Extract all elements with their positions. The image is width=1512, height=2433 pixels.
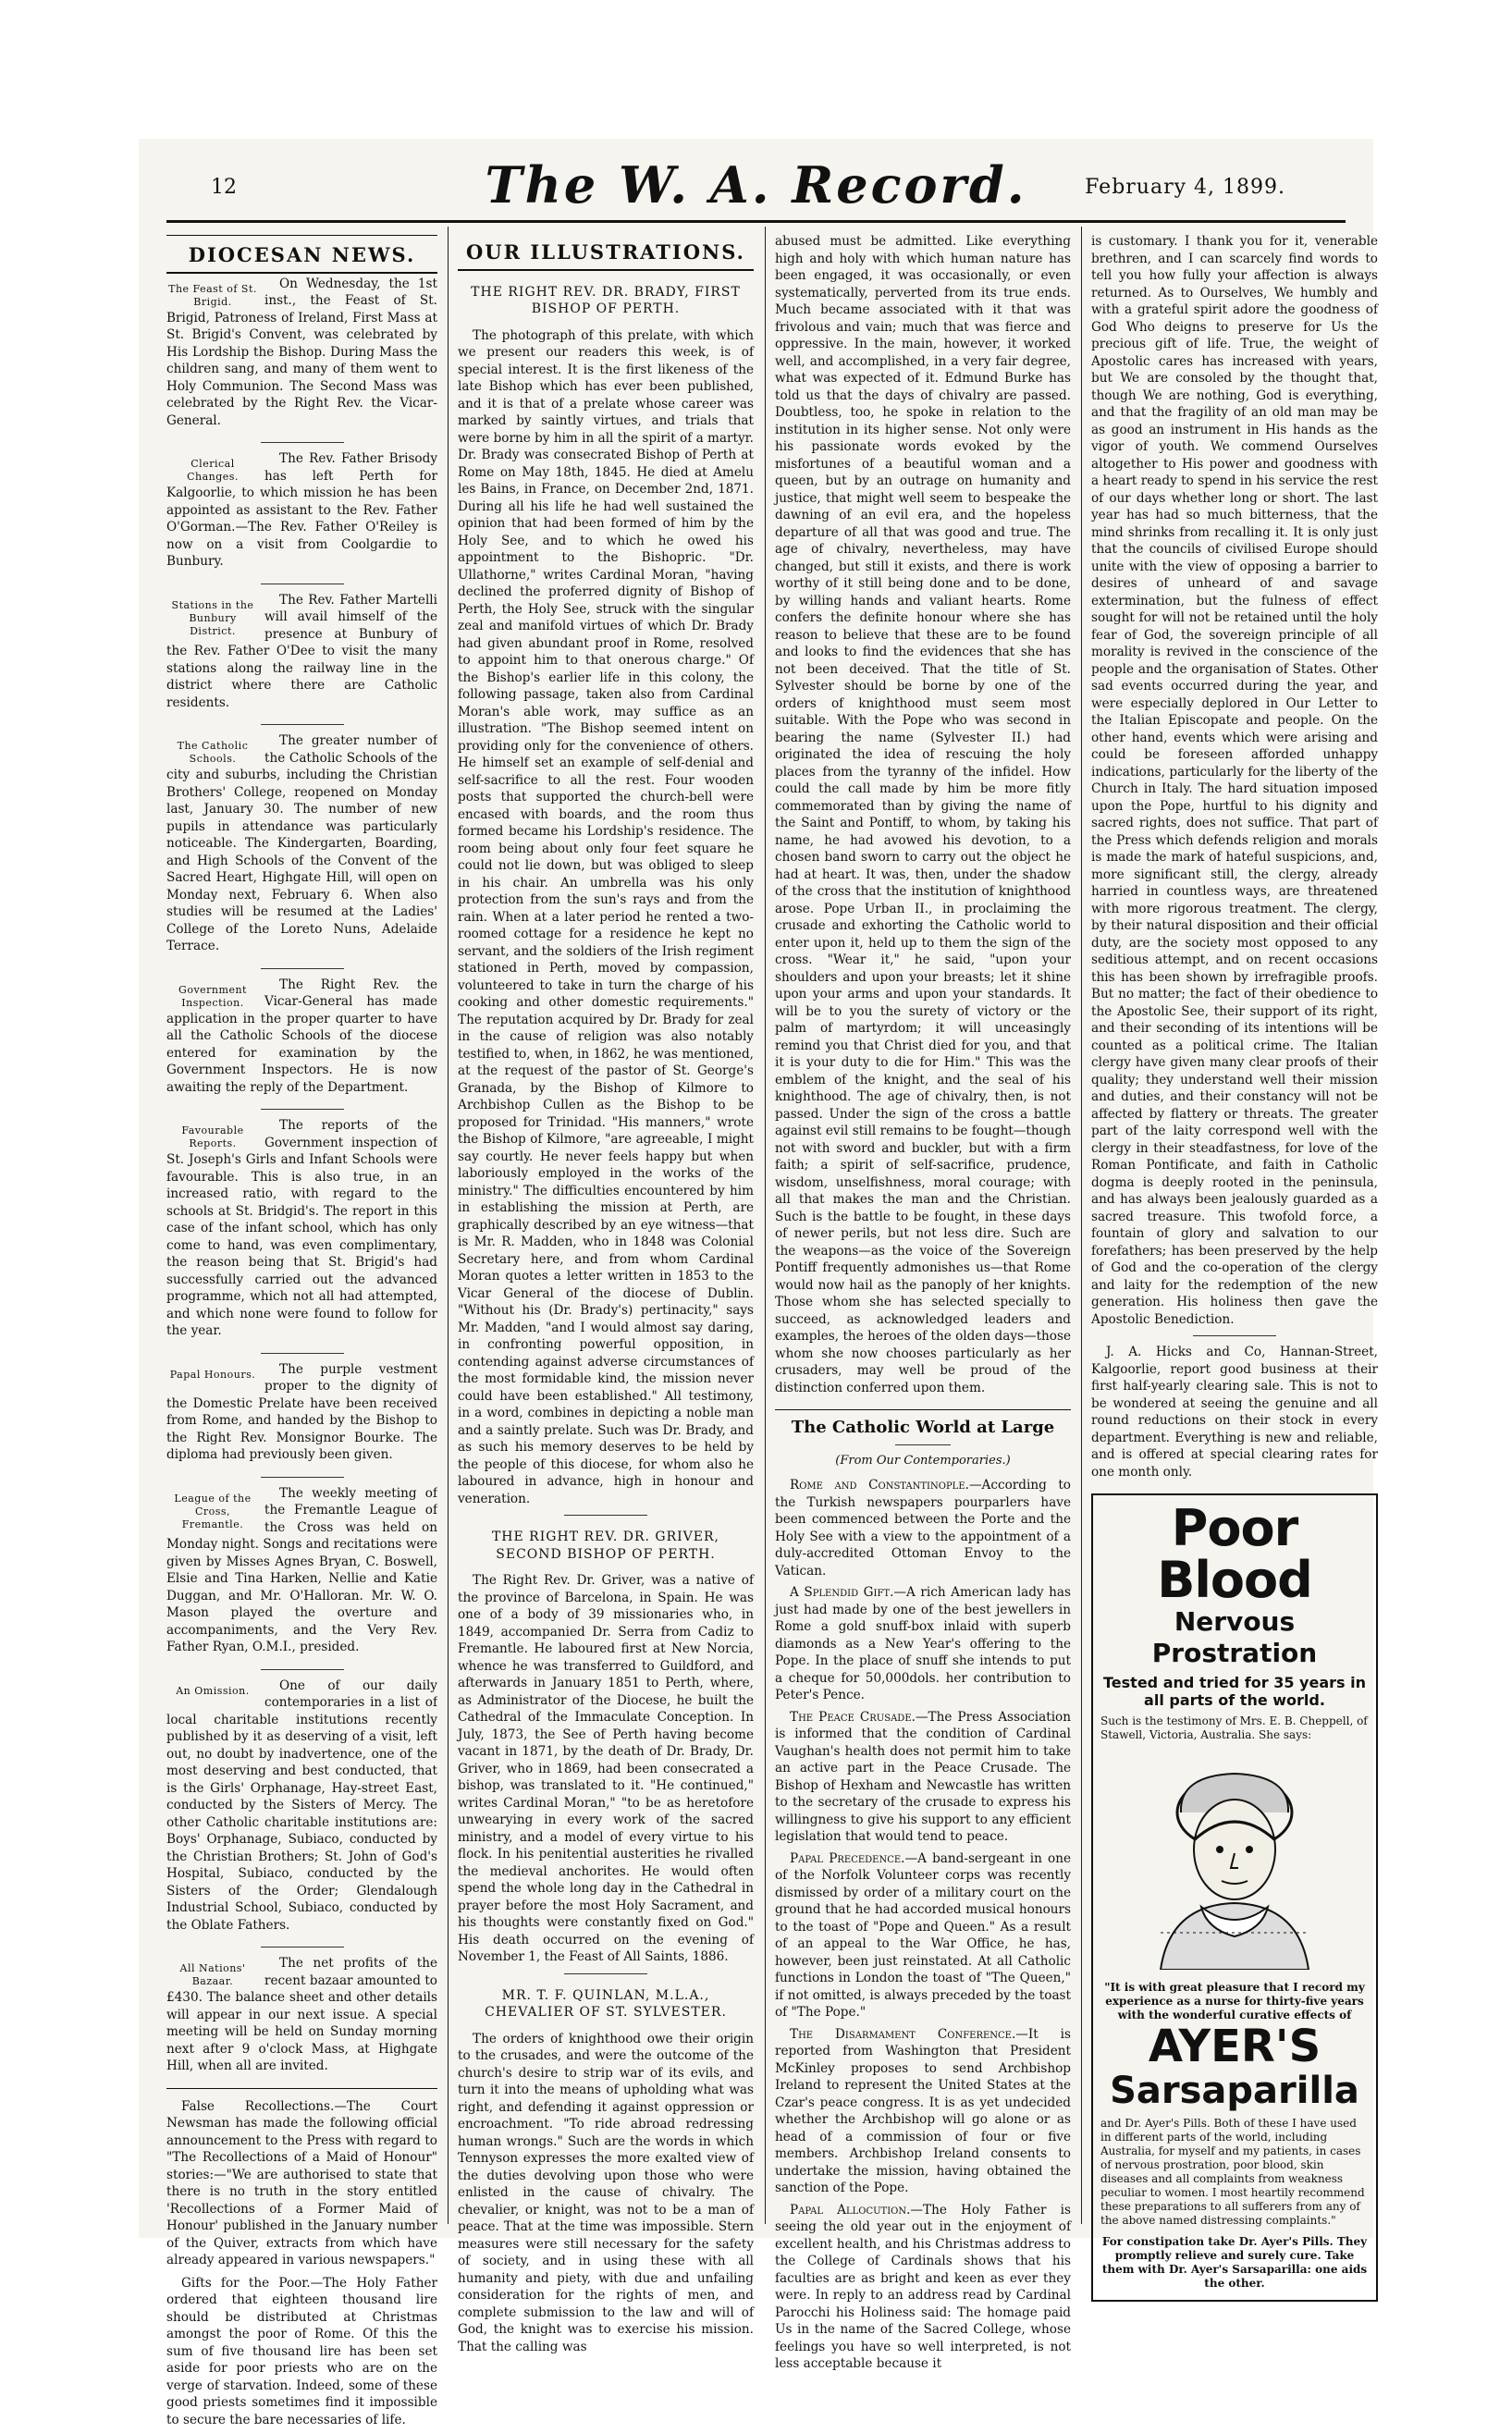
section-rule [775,1409,1071,1410]
masthead-rule [166,220,1346,223]
paragraph-lead: Papal Precedence. [790,1850,905,1866]
item-text: The weekly meeting of the Fremantle League of the Cross was held on Monday night. Songs and recitations were given by Misses Agnes Bryan, C. Boswell, Elsie and Tina Harken, Nellie and Katie Duggan, and Mr. O'Halloran. Mr. W. O. Mason played the overture and accompaniments, and the Very Rev. Father Ryan, O.M.I., presided. [166,1485,437,1654]
catholic-world-subheading: (From Our Contemporaries.) [835,1453,1011,1468]
paragraph-text: —A rich American lady has just had made by one of the best jewellers in Rome a gold snuff-box inlaid with superb diamonds as a New Year's offering to the Pope. In the place of snuff she intends to put a cheque for 50,000dols. her contribution to Peter's Pence. [775,1585,1071,1702]
news-paragraph [775,1709,1071,1846]
gifts-for-poor-paragraph: Gifts for the Poor.—The Holy Father ordered that eighteen thousand lire should be distributed at Christmas amongst the poor of Rome. Of this the sum of five thousand lire has been set aside for poor priests who are on the verge of starvation. Indeed, some of these good priests sometimes find it impossible to secure the bare necessaries of life. [166,2275,437,2427]
item-text: The Rev. Father Brisody has left Perth for Kalgoorlie, to which mission he has been appointed as assistant to the Rev. Father O'Gorman.—The Rev. Father O'Reiley is now on a visit from Coolgardie to Bunbury. [166,451,437,569]
allocution-continuation: is customary. I thank you for it, venerable brethren, and I can scarcely find words to tell you how fully your affection is always returned. As to Ourselves, We humbly and with a grateful spirit adore the goodness of God Who deigns to preserve for Us the precious gift of life. True, the weight of Apostolic cares has increased with years, but We are consoled by the thought that, though We are nothing, God is everything, and that the fragility of an old man may be as good an instrument in His hands as the vigor of youth. We commend Ourselves altogether to His power and goodness with a heart ready to spend in his service the rest of our days whether long or short. The last year has had so much bitterness, that the mind shrinks from recalling it. It is only just that the councils of civilised Europe should unite with the view of opposing a barrier to desires of unheard of and savage extermination, but the fulness of effect sought for will not be retained until the holy fear of God, the sovereign principle of all morality is revived in the conscience of the people and the organisation of States. Other sad events occurred during the year, and were especially deplored in Our Letter to the Italian Episcopate and people. On the other hand, events which were arising and could be foreseen afforded unhappy indications, particularly for the liberty of the Church in Italy. The hard situation imposed upon the Pope, hurtful to his dignity and sacred rights, does not suffice. That part of the Press which defends religion and morals is made the mark of hateful suspicions, and, more significant still, the clergy, already harried in countless ways, are threatened with more rigorous treatment. The clergy, by their natural disposition and their official duty, are the society most opposed to any seditious attempt, and on recent occasions this has been shown by irrefragible proofs. But no matter; the fact of their obedience to the Apostolic See, their support of its right, and their seconding of its intentions will be counted as a political crime. The Italian clergy have given many clear proofs of their quality; they understand well their mission and duties, and their constancy will not be affected by flattery or threats. The greater part of the laity correspond well with the clergy in their steadfastness, for love of the Roman Pontificate, and faith in Catholic dogma is deeply rooted in the peninsula, and has always been jealously guarded as a sacred treasure. This twofold force, a fountain of glory and salvation to our forefathers; has been preserved by the help of God and the co-operation of the clergy and laity for the redemption of the new generation. His holiness then gave the Apostolic Benediction. [1091,234,1378,1327]
page-number: 12 [211,176,237,199]
ad-body-text: and Dr. Ayer's Pills. Both of these I have used in different parts of the world, including Australia, for myself and my patients, in cases of nervous prostration, poor blood, skin diseases and all complaints from weakness peculiar to women. I most heartily recommend these preparations to all sufferers from any of the above named distressing complaints." [1100,2116,1365,2227]
newspaper-page [139,139,1378,2427]
ad-tagline: Tested and tried for 35 years in all parts of the world. [1103,1674,1366,1709]
news-item [166,1677,437,1939]
heading-rule [166,272,437,274]
side-heading: Papal Honours. [169,1368,256,1381]
side-heading: Favourable Reports. [181,1124,244,1149]
article-separator [564,1515,647,1516]
item-text: The net profits of the recent bazaar amounted to £430. The balance sheet and other details will appear in our next issue. A special meeting will be held on Sunday morning next after 9 o'clock Mass, at Highgate Hill, when all are invited. [166,1956,437,2073]
news-item [166,592,437,717]
news-item [166,977,437,1101]
side-heading: The Catholic Schools. [177,740,249,765]
masthead [139,155,1373,215]
ad-brand-ayers: AYER'S [1148,2020,1321,2072]
item-separator [261,724,344,725]
paragraph-text: —According to the Turkish newspapers pourparlers have been commenced between the Porte and the Holy See with a view to the appointment of a duly-accredited Ottoman Envoy to the Vatican. [775,1478,1071,1579]
ad-intro: Such is the testimony of Mrs. E. B. Cheppell, of Stawell, Victoria, Australia. She says: [1100,1714,1368,1741]
brady-article: The photograph of this prelate, with which we present our readers this week, is of special interest. It is the first likeness of the late Bishop which has ever been published, and it is that of a prelate whose career was marked by saintly virtues, and trials that were borne by him in all the spirit of a martyr. Dr. Brady was consecrated Bishop of Perth at Rome on May 18th, 1845. He died at Amelu les Bains, in France, on December 2nd, 1871. During all his life he had well sustained the opinion that had been formed of him by the Holy See, and to which he owed his appointment to the Bishopric. "Dr. Ullathorne," writes Cardinal Moran, "having declined the proferred dignity of Bishop of Perth, the Holy See, struck with the singular zeal and manifold virtues of which Dr. Brady had given abundant proof in Rome, resolved to appoint him to that onerous charge." Of the Bishop's earlier life in this colony, the following passage, taken also from Cardinal Moran's able work, may suffice as an illustration. "The Bishop seemed intent on providing only for the convenience of others. He himself set an example of self-denial and self-sacrifice to all the rest. Four wooden posts that supported the church-bell were encased with boards, and the room thus formed became his Lordship's residence. The room being about only four feet square he could not lie down, but was obliged to sleep in his chair. An umbrella was his only protection from the sun's rays and from the rain. When at a later period he rented a two-roomed cottage for a residence he kept no servant, and the soldiers of the Irish regiment stationed in Perth, moved by compassion, volunteered to take in turn the charge of his cooking and other domestic requirements." The reputation acquired by Dr. Brady for zeal in the cause of religion was also notably testified to, when, in 1862, he was mentioned, at the request of the pastor of St. George's Granada, by the Bishop of Kilmore to Archbishop Cullen as the Bishop to be proposed for Trinidad. "His manners," wrote the Bishop of Kilmore, "are agreeable, I might say courtly. He never feels happy but when laboriously employed in the works of the ministry." The difficulties encountered by him in establishing the mission at Perth, are graphically described by an eye witness—that is Mr. R. Madden, who in 1848 was Colonial Secretary here, and from whom Cardinal Moran quotes a letter written in 1853 to the Vicar General of the diocese of Dublin. "Without his (Dr. Brady's) pertinacity," says Mr. Madden, "and I would almost say daring, in confronting powerful opposition, in contending against adverse circumstances of the most formidable kind, the mission never could have been established." All testimony, in a word, combines in depicting a noble man and a saintly prelate. Such was Dr. Brady, and as such his memory deserves to be held by the people of this diocese, for whom also he laboured in advance, high in honour and veneration. [458,327,754,1506]
paragraph-lead: Papal Allocution. [790,2202,911,2218]
news-item [166,450,437,575]
quinlan-article: The orders of knighthood owe their origin to the crusades, and were the outcome of the church's desire to strip war of its evils, and turn it into the means of upholding what was right, and defending it against oppression or encroachment. "To ride abroad redressing human wrongs." Such are the words in which Tennyson expresses the more exalted view of the duties devolving upon those who were enlisted in the cause of chivalry. The chevalier, or knight, was not to be a man of peace. That at the time was impossible. Stern measures were still necessary for the safety of society, and in using these with all humanity and piety, with due and unfailing consideration for the rights of men, and complete submission to the law and will of God, the knight was to exercise his mission. That the calling was [458,2031,754,2354]
side-heading: Stations in the Bunbury District. [171,598,254,637]
section-heading-illustrations: OUR ILLUSTRATIONS. [466,240,745,264]
brady-heading: THE RIGHT REV. DR. BRADY, FIRST BISHOP OF PERTH. [471,284,741,316]
heading-rule [166,235,437,236]
ayers-advertisement [1091,1493,1378,2302]
item-text: The greater number of the Catholic Schools of the city and suburbs, including the Christian Brothers' College, reopened on Monday last, January 30. The number of new pupils in attendance was particularly noticeable. The Kindergarten, Boarding, and High Schools of the Convent of the Sacred Heart, Highgate Hill, will open on Monday next, February 6. When also studies will be resumed at the Ladies' College of the Loreto Nuns, Adelaide Terrace. [166,733,437,953]
section-rule [166,2088,437,2089]
item-separator [261,1109,344,1110]
news-paragraph [775,2202,1071,2373]
side-heading: All Nations' Bazaar. [179,1962,246,1987]
griver-heading: THE RIGHT REV. DR. GRIVER, SECOND BISHOP OF PERTH. [491,1530,720,1562]
news-item [166,1361,437,1468]
paragraph-text: —It is reported from Washington that President McKinley proposes to send Archbishop Ireland to represent the United States at the Czar's peace congress. It is as yet undecided whether the Archbishop will go alone or as head of a commission of four or five members. Archbishop Ireland consents to undertake the mission, having obtained the sanction of the Pope. [775,2026,1071,2195]
item-separator [261,1353,344,1354]
column-divider [1081,227,1082,2224]
hicks-notice: J. A. Hicks and Co, Hannan-Street, Kalgoorlie, report good business at their first half-yearly clearing sale. This is not to be wondered at seeing the genuine and all round reductions on their stock in every department. Everything is new and reliable, and is offered at special clearing rates for one month only. [1091,1345,1378,1480]
heading-ornament [895,1444,951,1445]
side-heading: The Feast of St. Brigid. [168,282,257,308]
news-paragraph [775,1477,1071,1579]
paragraph-text: —A band-sergeant in one of the Norfolk Volunteer corps was recently dismissed by order of a military court on the ground that he had accorded musical honours to the toast of "Pope and Queen." As a result of an appeal to the War Office, he has, however, been just reinstated. At all Catholic functions in London the toast of "The Queen," if not omitted, is always preceded by the toast of "The Pope." [775,1850,1071,2020]
item-separator [261,1669,344,1670]
issue-date: February 4, 1899. [1085,176,1285,199]
column-allocution-advert [1091,233,1378,2302]
article-separator [564,1973,647,1974]
paragraph-lead: A Splendid Gift. [790,1585,894,1600]
griver-article: The Right Rev. Dr. Griver, was a native of the province of Barcelona, in Spain. He was one of a body of 39 missionaries who, in 1849, accompanied Dr. Serra from Cadiz to Fremantle. He laboured first at New Norcia, whence he was transferred to Guildford, and afterwards in January 1851 to Perth, where, as Administrator of the Diocese, he built the Cathedral of the Immaculate Conception. In July, 1873, the See of Perth having become vacant in 1871, by the death of Dr. Brady, Dr. Griver, who in 1869, had been consecrated a bishop, was translated to it. "He continued," writes Cardinal Moran," "to be as heretofore unwearying in every work of the sacred ministry, and a model of every virtue to his flock. In his penitential austerities he rivalled the medieval anchorites. He would often spend the whole long day in the Cathedral in prayer before the most Holy Sacrament, and his thoughts were constantly fixed on God." His death occurred on the evening of November 1, the Feast of All Saints, 1886. [458,1573,754,1964]
column-illustrations [458,233,754,2360]
column-chivalry-catholic-world [775,233,1071,2378]
item-separator [261,1477,344,1478]
news-item [166,1955,437,2080]
nurse-portrait-illustration [1124,1748,1346,1970]
article-separator [1193,1335,1276,1336]
item-text: The purple vestment proper to the dignity of the Domestic Prelate have been received from Rome, and handed by the Bishop to the Right Rev. Monsignor Bourke. The diploma had previously been given. [166,1361,437,1462]
paragraph-lead: The Peace Crusade. [790,1709,916,1725]
paragraph-lead: Rome and Constantinople. [790,1478,969,1493]
heading-rule [458,269,754,271]
catholic-world-heading: The Catholic World at Large [791,1418,1055,1437]
item-text: The reports of the Government inspection of St. Joseph's Girls and Infant Schools were favourable. This is also true, in an increased ratio, with regard to the schools at St. Bridgid's. The report in this case of the infant school, which has only come to hand, was even complimentary, the reason being that St. Brigid's had successfully carried out the advanced programme, which not all had attempted, and which none were found to follow for the year. [166,1118,437,1338]
news-paragraph [775,2026,1071,2197]
item-separator [261,1947,344,1948]
ad-brand-sarsaparilla: Sarsaparilla [1110,2069,1359,2112]
news-item [166,276,437,435]
ad-headline-nervous-prostration: Nervous Prostration [1151,1606,1318,1668]
news-item [166,1485,437,1661]
item-separator [261,968,344,969]
item-separator [261,442,344,443]
paragraph-lead: The Disarmament Conference. [790,2026,1016,2042]
ad-footer: For constipation take Dr. Ayer's Pills. They promptly relieve and surely cure. Take them with Dr. Ayer's Sarsaparilla: one aids the other. [1101,2234,1368,2290]
paragraph-text: —The Press Association is informed that the condition of Cardinal Vaughan's health does not permit him to take an active part in the Peace Crusade. The Bishop of Hexham and Newcastle has written to the secretary of the crusade to express his willingness to give his support to any efficient legislation that would tend to peace. [775,1709,1071,1844]
news-item [166,1117,437,1345]
quinlan-continuation: abused must be admitted. Like everything high and holy with which human nature has been engaged, it was occasionally, or even systematically, perverted from its true ends. Much became associated with it that was frivolous and vain; much that was fierce and oppressive. In the main, however, it worked well, and accomplished, in a very fair degree, what was expected of it. Edmund Burke has told us that the days of chivalry are passed. Doubtless, too, he spoke in relation to the institution in its higher sense. Not only were his passionate words evoked by the misfortunes of a beautiful woman and a queen, but by an outrage on humanity and justice, that might well seem to bespeake the dawning of an evil era, and the hopeless departure of all that was good and true. The age of chivalry, nevertheless, may have changed, but still it exists, and there is work worthy of it still being done and to be done, by willing hands and valiant hearts. Rome confers the definite honour where she has reason to believe that these are to be found and looks to find the evidences that she has not been deceived. That the title of St. Sylvester should be borne by one of the orders of knighthood must seem most suitable. With the Pope who was second in bearing the name (Sylvester II.) had originated the idea of rescuing the holy places from the tyranny of the infidel. How could the call made by him be more fitly commemorated than by giving the name of the Saint and Pontiff, to whom, by taking his name, he had avowed his devotion, to a chosen band sworn to carry out the object he had at heart. It was, then, under the shadow of the cross that the institution of knighthood arose. Pope Urban II., in proclaiming the crusade and exhorting the Catholic world to enter upon it, held up to them the sign of the cross. "Wear it," he said, "upon your shoulders and upon your breasts; let it shine upon your arms and upon your standards. It will be to you the surety of victory or the palm of martyrdom; it will unceasingly remind you that Christ died for you, and that it is your duty to die for Him." This was the emblem of the knight, and the seal of his knighthood. The age of chivalry, then, is not passed. Under the sign of the cross a battle against evil still remains to be fought—though not with sword and buckler, but with a firm faith; a spirit of self-sacrifice, prudence, wisdom, unselfishness, moral courage; with all that makes the man and the Christian. Such is the battle to be fought, in these days of newer perils, but not less dire. Such are the weapons—as the voice of the Sovereign Pontiff frequently admonishes us—that Rome would now hail as the panoply of her knights. Those whom she has selected specially to succeed, as acknowledged leaders and examples, the heroes of the olden days—those whom she now chooses particularly as her crusaders, may well be proud of the distinction conferred upon them. [775,234,1071,1395]
side-heading: Government Inspection. [178,983,247,1009]
paragraph-text: —The Holy Father is seeing the old year out in the enjoyment of excellent health, and his Christmas address to the College of Cardinals shows that his faculties are as bright and keen as ever they were. In reply to an address read by Cardinal Parocchi his Holiness said: The homage paid Us in the name of the Sacred College, whose feelings you have so well interpreted, is not less acceptable because it [775,2202,1071,2371]
news-paragraph [775,1584,1071,1704]
side-heading: An Omission. [176,1684,250,1697]
column-divider [765,227,766,2224]
item-text: The Rev. Father Martelli will avail himself of the presence at Bunbury of the Rev. Father O'Dee to visit the many stations along the railway line in the district where there are Catholic residents. [166,592,437,710]
side-heading: Clerical Changes. [187,458,239,483]
side-heading: League of the Cross, Fremantle. [174,1492,252,1530]
masthead-title: The W. A. Record. [485,155,1027,215]
quinlan-heading: MR. T. F. QUINLAN, M.L.A., CHEVALIER OF ST. SYLVESTER. [485,1987,727,2020]
news-item [166,732,437,960]
item-text: On Wednesday, the 1st inst., the Feast of St. Brigid, Patroness of Ireland, First Mass at St. Brigid's Convent, was celebrated by His Lordship the Bishop. During Mass the children sang, and many of them went to Holy Communion. The Second Mass was celebrated by the Right Rev. the Vicar-General. [166,276,437,428]
section-heading-diocesan: DIOCESAN NEWS. [188,243,416,266]
item-text: The Right Rev. the Vicar-General has made application in the proper quarter to have all the Catholic Schools of the diocese entered for examination by the Government Inspectors. He is now awaiting the reply of the Department. [166,977,437,1095]
ad-headline-poor-blood: Poor Blood [1157,1499,1312,1609]
false-recollections-paragraph: False Recollections.—The Court Newsman has made the following official announcement to the Press with regard to "The Recollections of a Maid of Honour" stories:—"We are authorised to state that there is no truth in the story entitled 'Recollections of a Former Maid of Honour' published in the January number of the Quiver, extracts from which have already appeared in various newspapers." [166,2098,437,2267]
item-text: One of our daily contemporaries in a list of local charitable institutions recently published by it as deserving of a visit, left out, no doubt by inadvertence, one of the most deserving and best conducted, that is the Girls' Orphanage, Hay-street East, conducted by the Sisters of Mercy. The other Catholic charitable institutions are: Boys' Orphanage, Subiaco, conducted by the Christian Brothers; St. John of God's Hospital, Subiaco, conducted by the Sisters of the Order; Glendalough Industrial School, Subiaco, conducted by the Oblate Fathers. [166,1677,437,1933]
column-diocesan-news [166,233,437,2433]
column-divider [448,227,449,2224]
ad-testimonial-quote: "It is with great pleasure that I record my experience as a nurse for thirty-five years with the wonderful curative effects of [1104,1980,1365,2021]
news-paragraph [775,1850,1071,2021]
